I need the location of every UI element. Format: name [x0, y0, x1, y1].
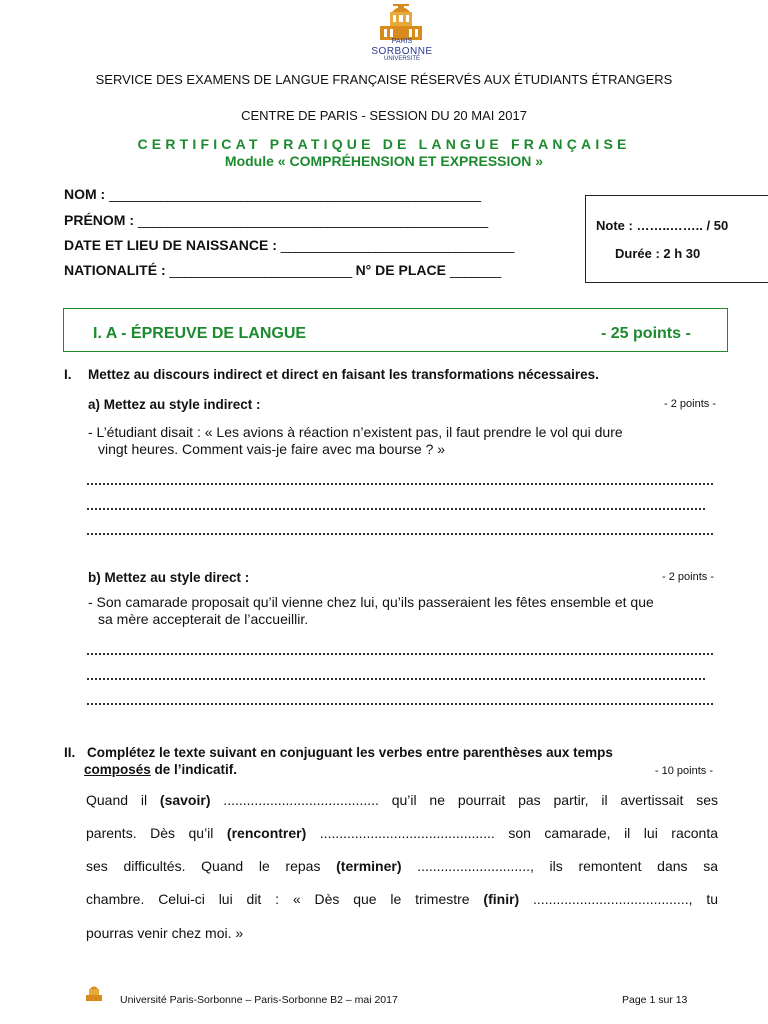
verb-finir: (finir) [483, 891, 520, 907]
part1b-text-2: sa mère accepterait de l’accueillir. [98, 611, 309, 627]
part1b-text: - Son camarade proposait qu’il vienne chez lui, qu’ils passeraient les fêtes ensemble et que [88, 594, 654, 610]
field-prenom[interactable] [64, 212, 488, 228]
exercise-text[interactable]: ............................., ils remontent dans sa [401, 858, 718, 874]
answer-line[interactable] [87, 531, 713, 535]
part2-underlined-word: composés [84, 762, 151, 777]
duration: Durée : 2 h 30 [615, 246, 701, 261]
exercise-text: ses difficultés. Quand le repas [86, 858, 337, 874]
exercise-line-5: pourras venir chez moi. » [86, 925, 244, 941]
module-title: Module « COMPRÉHENSION ET EXPRESSION » [224, 153, 544, 169]
logo-text-universite: UNIVERSITÉ [383, 56, 420, 62]
field-naissance-label: DATE ET LIEU DE NAISSANCE : [64, 237, 277, 253]
footer-left: Université Paris-Sorbonne – Paris-Sorbonne B2 – mai 2017 [120, 994, 398, 1006]
answer-line[interactable] [87, 651, 713, 655]
verb-rencontrer: (rencontrer) [226, 825, 307, 841]
part1a-points: - 2 points - [664, 398, 716, 410]
part1-number: I. [64, 367, 72, 382]
field-nom[interactable] [64, 186, 481, 202]
part2-instruction-rest: de l’indicatif. [150, 762, 238, 777]
service-title: SERVICE DES EXAMENS DE LANGUE FRANÇAISE RÉSERVÉS AUX ÉTUDIANTS ÉTRANGERS [95, 72, 673, 87]
note-value: Note : ……..…….. / 50 [596, 218, 729, 233]
field-nationalite[interactable] [64, 262, 501, 278]
logo-text-sorbonne: SORBONNE [371, 46, 433, 57]
logo-text-paris: PARIS [391, 38, 413, 45]
exercise-text[interactable]: ............................................. son camarade, il lui raconta [306, 825, 719, 841]
footer-logo-icon [84, 984, 104, 1004]
exercise-line-2 [86, 825, 718, 841]
field-naissance-blank[interactable]: ________________________________ [280, 237, 514, 253]
exercise-text: Quand il [86, 792, 160, 808]
footer-page: Page 1 sur 13 [622, 994, 688, 1006]
session-title: CENTRE DE PARIS - SESSION DU 20 MAI 2017 [241, 108, 527, 123]
section-points: - 25 points - [601, 325, 691, 342]
field-prenom-blank[interactable]: ________________________________________________ [137, 212, 488, 228]
answer-line[interactable] [87, 701, 713, 705]
certificate-title: CERTIFICAT PRATIQUE DE LANGUE FRANÇAISE [137, 136, 631, 152]
part1a-text-2: vingt heures. Comment vais-je faire avec ma bourse ? » [98, 441, 446, 457]
answer-line[interactable] [87, 506, 705, 510]
answer-line[interactable] [87, 676, 705, 680]
field-place-label: N° DE PLACE [355, 262, 446, 278]
field-nationalite-label: NATIONALITÉ : [64, 262, 166, 278]
note-box [585, 195, 768, 283]
answer-line[interactable] [87, 481, 713, 485]
exercise-line-4 [86, 891, 718, 907]
verb-terminer: (terminer) [336, 858, 402, 874]
verb-savoir: (savoir) [159, 792, 211, 808]
part2-instruction: Complétez le texte suivant en conjuguant les verbes entre parenthèses aux temps [87, 745, 613, 760]
exercise-line-3 [86, 858, 718, 874]
exercise-text: chambre. Celui-ci lui dit : « Dès que le trimestre [86, 891, 484, 907]
part1a-text: - L’étudiant disait : « Les avions à réaction n’existent pas, il faut prendre le vol qui dure [88, 424, 623, 440]
field-nom-blank[interactable]: ___________________________________________________ [109, 186, 481, 202]
section-title: I. A - ÉPREUVE DE LANGUE [93, 325, 307, 342]
part2-points: - 10 points - [654, 765, 713, 777]
part1b-label: b) Mettez au style direct : [88, 570, 250, 585]
exercise-text: parents. Dès qu’il [86, 825, 227, 841]
field-naissance[interactable] [64, 237, 514, 253]
field-nom-label: NOM : [64, 186, 106, 202]
part1-instruction: Mettez au discours indirect et direct en faisant les transformations nécessaires. [88, 367, 599, 382]
exercise-line-1 [86, 792, 718, 808]
field-prenom-label: PRÉNOM : [64, 212, 134, 228]
part2-number: II. [64, 745, 76, 760]
part1b-points: - 2 points - [662, 571, 714, 583]
part1a-label: a) Mettez au style indirect : [88, 397, 261, 412]
exercise-text[interactable]: ........................................, tu [519, 891, 719, 907]
field-nationalite-blank[interactable]: _________________________ [169, 262, 352, 278]
part2-instruction-2 [84, 762, 237, 777]
exercise-text[interactable]: ........................................ qu’il ne pourrait pas partir, il avertissait ses [210, 792, 718, 808]
field-place-blank[interactable]: _______ [449, 262, 501, 278]
